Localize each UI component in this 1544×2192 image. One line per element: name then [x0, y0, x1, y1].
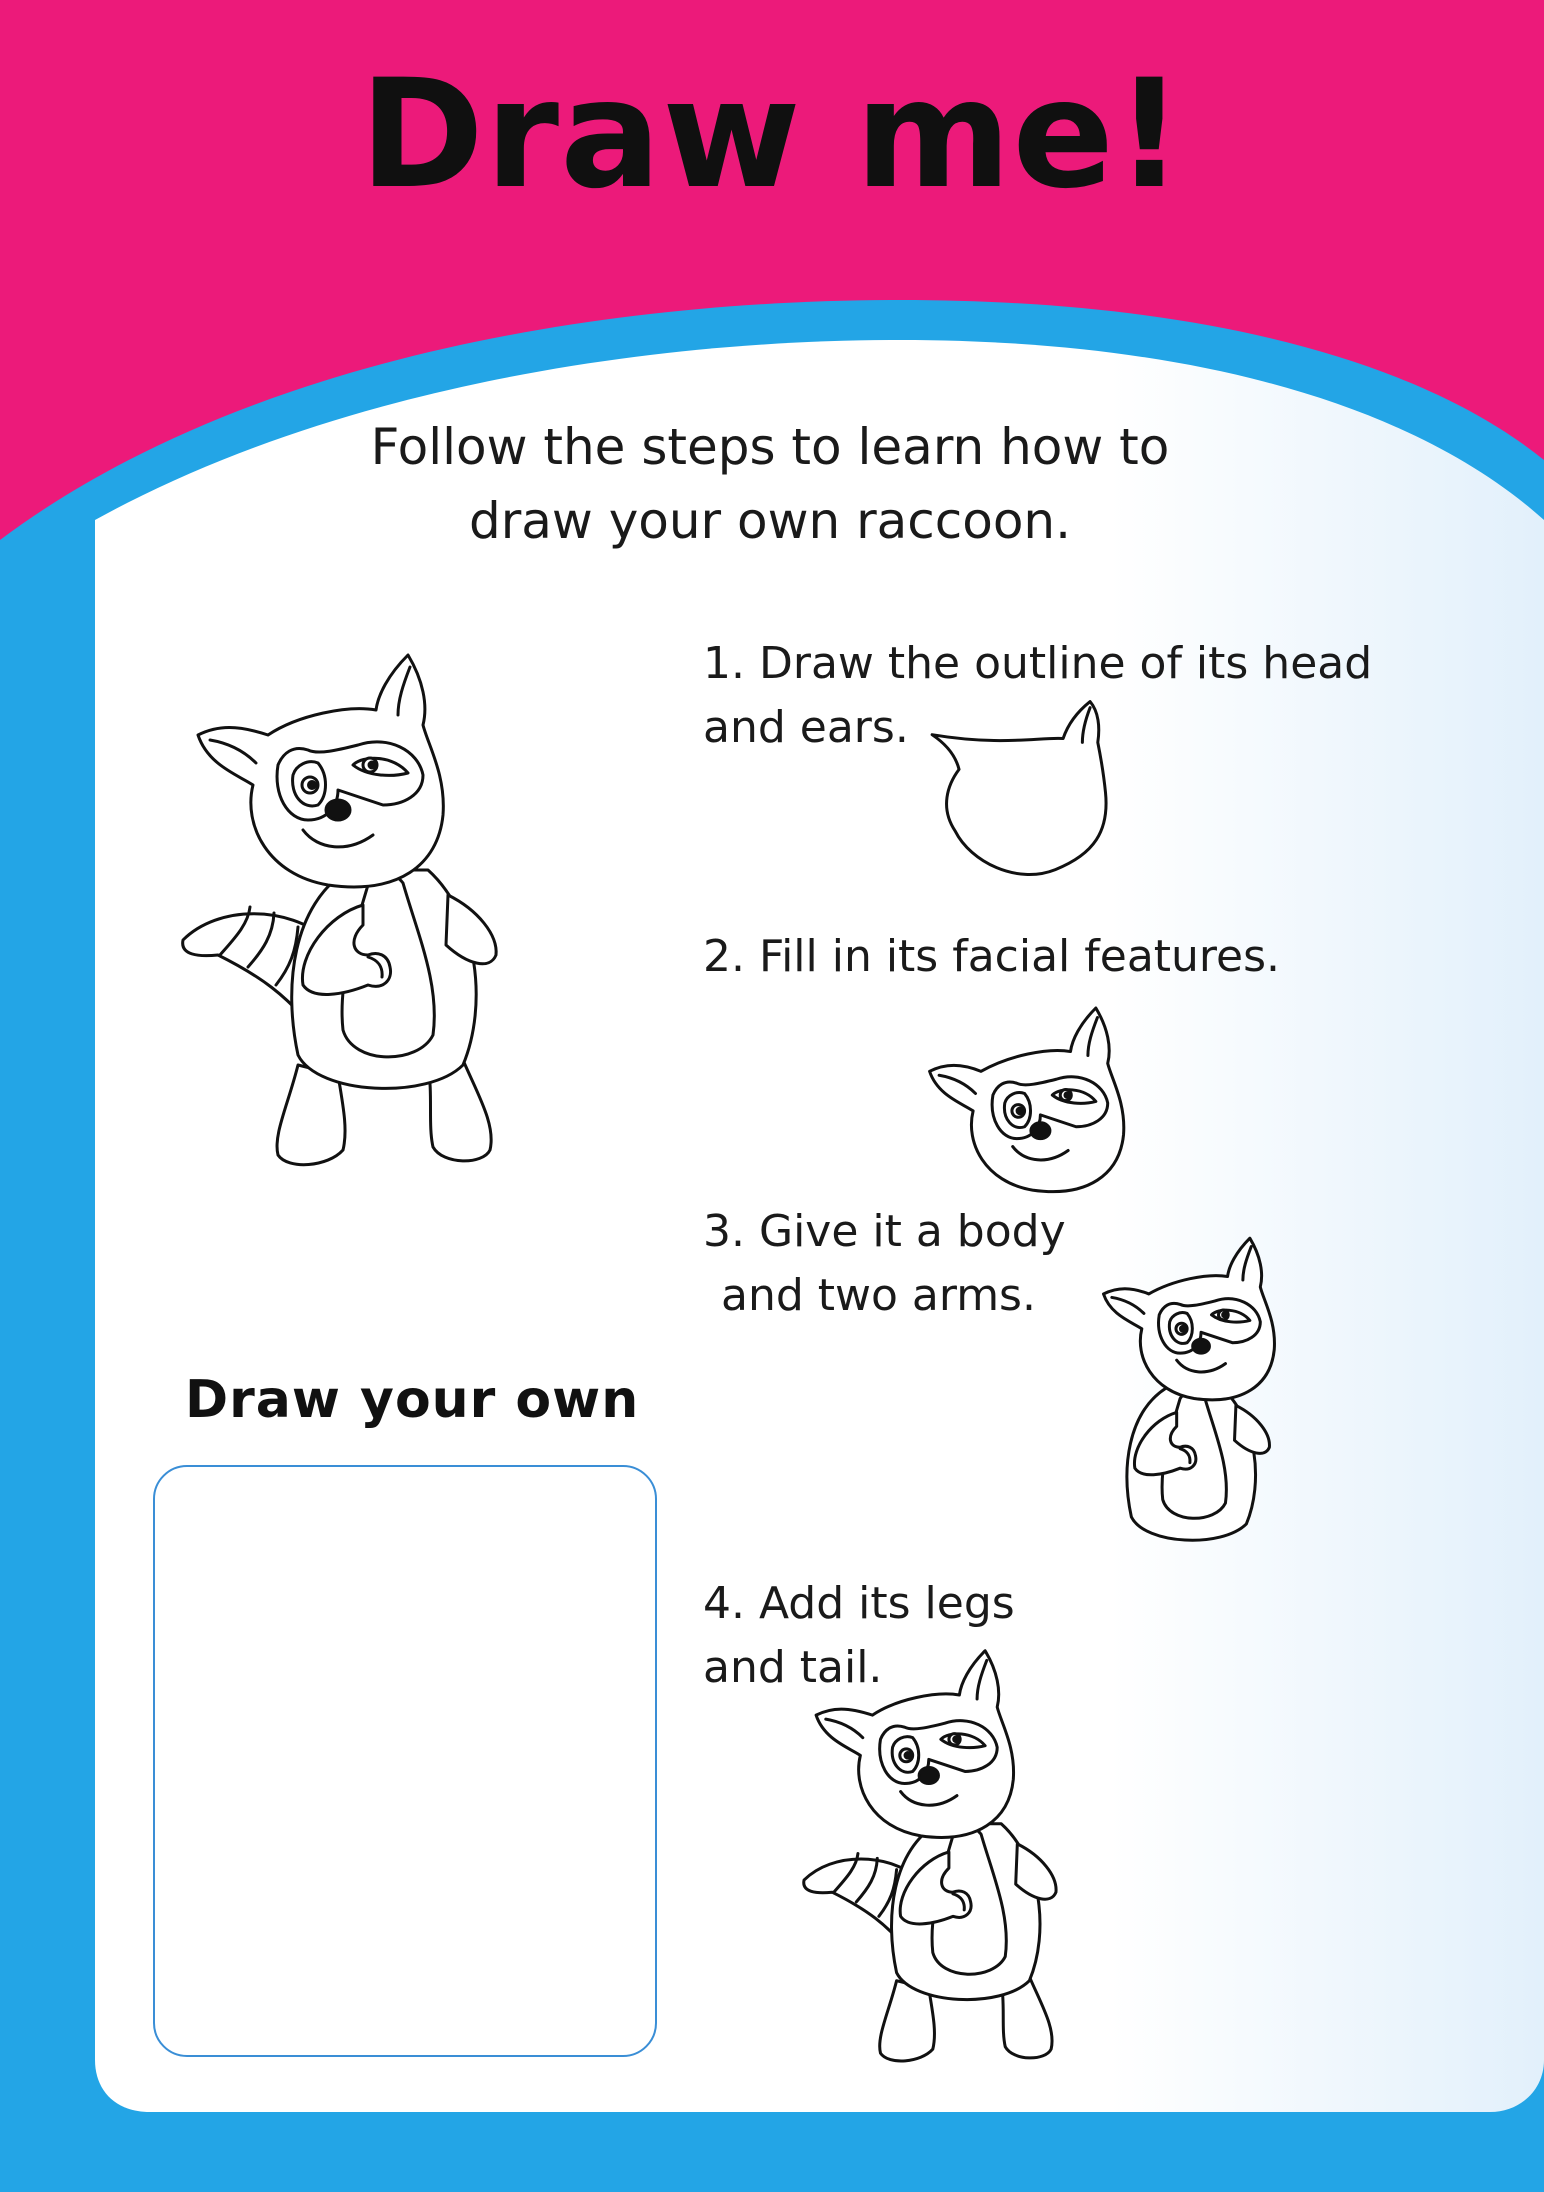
step-3-line-2: and two arms.	[721, 1270, 1036, 1321]
step-3-line-1: 3. Give it a body	[703, 1206, 1066, 1257]
step-1-line-1: 1. Draw the outline of its head	[703, 638, 1373, 689]
draw-your-own-heading: Draw your own	[185, 1370, 640, 1430]
step-4-line-2: and tail.	[703, 1642, 883, 1693]
page-title: Draw me!	[359, 48, 1185, 222]
intro-line-1: Follow the steps to learn how to	[370, 418, 1170, 476]
drawing-area[interactable]	[153, 1465, 657, 2057]
step-2-line-1: 2. Fill in its facial features.	[703, 931, 1281, 982]
raccoon-face-icon	[925, 1008, 1140, 1198]
step-2-text	[703, 925, 1280, 989]
raccoon-body-icon	[1100, 1215, 1330, 1575]
intro-text	[250, 410, 1290, 558]
step-4-line-1: 4. Add its legs	[703, 1578, 1015, 1629]
step-3-text	[703, 1200, 1066, 1328]
intro-line-2: draw your own raccoon.	[468, 492, 1072, 550]
step-1-line-2: and ears.	[703, 702, 909, 753]
raccoon-head-outline-icon	[908, 700, 1118, 885]
raccoon-legs-tail-icon	[800, 1650, 1130, 2070]
raccoon-complete-icon	[178, 655, 588, 1175]
